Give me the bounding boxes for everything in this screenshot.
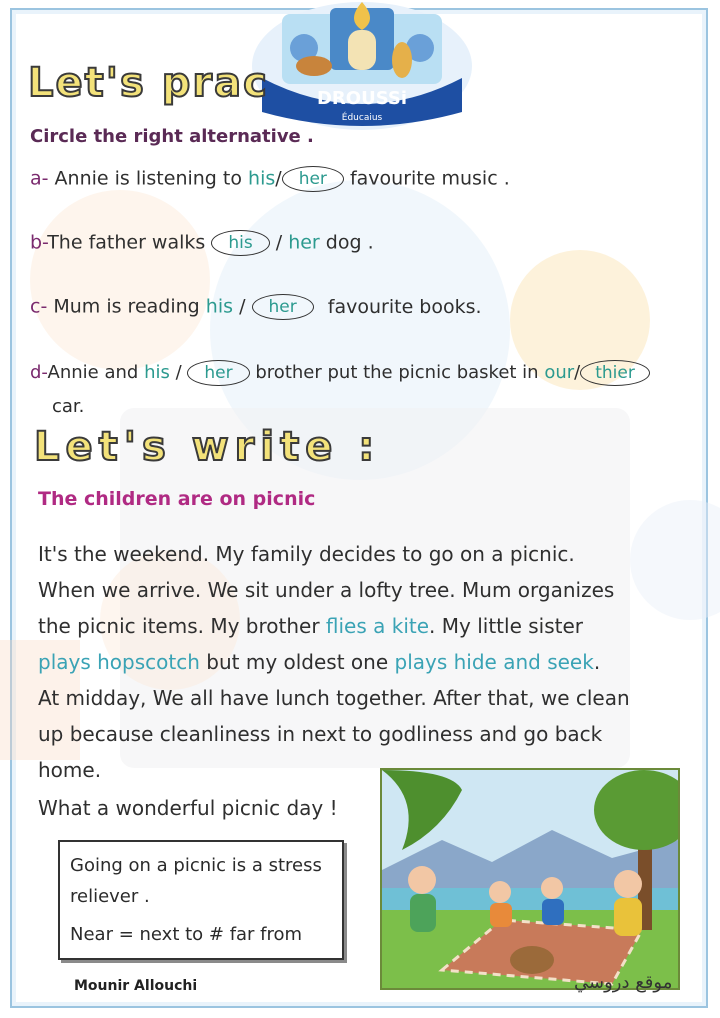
practice-heading: Let's prac [28,60,269,106]
item-text-mid: brother put the picnic basket in [255,362,539,383]
story-line: up because cleanliness in next to godliness and go back [38,722,603,746]
option-separator: / [275,231,283,254]
item-text: Annie and [47,362,139,383]
picnic-illustration [380,768,680,990]
option-his: his [248,167,276,190]
write-subtitle: The children are on picnic [38,488,316,510]
option-his: his [144,362,170,383]
option-our: our [544,362,575,383]
item-d-continuation: car. [52,396,85,417]
option-separator-2: / [574,362,581,383]
item-text: The father walks [47,231,206,254]
option-separator: / [239,295,246,318]
exercise-item-c [30,294,482,320]
logo-tagline: Éducaius [341,113,383,123]
exercise-item-a [30,166,510,192]
circled-answer-2: thier [580,360,650,386]
story-paragraph [38,536,678,788]
option-separator: / [275,167,282,190]
item-text-end: dog . [325,231,374,254]
story-line: plays hopscotch but my oldest one plays hide and seek. [38,650,601,674]
circled-answer: her [282,166,344,192]
write-heading: Let's write : [34,424,381,470]
story-line: At midday, We all have lunch together. After that, we clean [38,686,630,710]
exercise-item-d [30,360,650,386]
highlight-phrase: flies a kite [325,614,430,638]
circled-answer: her [187,360,249,386]
item-label: d- [30,362,48,383]
highlight-phrase: plays hide and seek [394,650,594,674]
story-line: home. [38,758,102,782]
option-her: her [288,231,320,254]
closing-sentence: What a wonderful picnic day ! [38,796,338,820]
practice-instruction: Circle the right alternative . [30,126,314,147]
droussi-logo [242,0,482,132]
note-line-2: Near = next to # far from [70,924,303,945]
item-label: a- [30,167,49,190]
highlight-phrase: plays hopscotch [38,650,200,674]
item-label: c- [30,295,48,318]
site-watermark: موقع دروسي [574,972,673,993]
item-text-end: favourite music . [349,167,510,190]
option-his: his [205,295,234,318]
note-box [58,840,344,960]
circled-answer: his [211,230,269,256]
author-name: Mounir Allouchi [74,978,198,994]
exercise-item-b [30,230,374,256]
item-text-end: favourite books. [327,295,482,318]
item-label: b- [30,231,48,254]
story-line: It's the weekend. My family decides to go on a picnic. [38,542,575,566]
logo-name: DROUSSi [316,88,408,109]
item-text: Mum is reading [53,295,200,318]
note-line-1: Going on a picnic is a stress reliever . [70,855,322,907]
option-separator: / [175,362,182,383]
story-line: When we arrive. We sit under a lofty tree. Mum organizes [38,578,615,602]
item-text: Annie is listening to [54,167,242,190]
circled-answer: her [252,294,314,320]
story-line: the picnic items. My brother flies a kite. My little sister [38,614,583,638]
